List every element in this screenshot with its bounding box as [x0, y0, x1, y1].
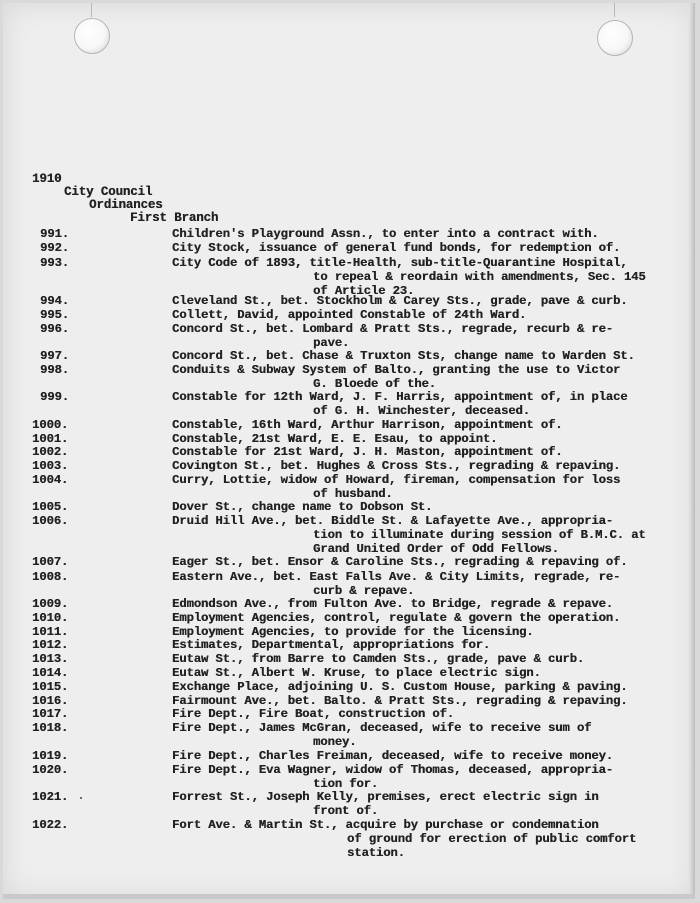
- entry-text-continuation: curb & repave.: [313, 584, 415, 598]
- entry-text: Employment Agencies, to provide for the licensing.: [172, 625, 534, 639]
- entry-text: Eutaw St., Albert W. Kruse, to place electric sign.: [172, 666, 541, 680]
- entry-text: Eager St., bet. Ensor & Caroline Sts., regrading & repaving of.: [172, 555, 628, 569]
- entry-text: Constable, 21st Ward, E. E. Esau, to appoint.: [172, 432, 498, 446]
- entry-text-continuation: of Article 23.: [313, 284, 415, 298]
- entry-number: 998.: [40, 363, 69, 377]
- entry-text: Curry, Lottie, widow of Howard, fireman, compensation for loss: [172, 473, 621, 487]
- entry-number: 994.: [40, 294, 69, 308]
- entry-number: 1018.: [32, 721, 69, 735]
- entry-text: Druid Hill Ave., bet. Biddle St. & Lafayette Ave., appropria-: [172, 514, 613, 528]
- entry-text: Conduits & Subway System of Balto., granting the use to Victor: [172, 363, 621, 377]
- entry-number: 1007.: [32, 555, 69, 569]
- entry-number: 1010.: [32, 611, 69, 625]
- entry-number: 1016.: [32, 694, 69, 708]
- entry-text: Children's Playground Assn., to enter into a contract with.: [172, 227, 599, 241]
- entry-number: 1001.: [32, 432, 69, 446]
- entry-text: Covington St., bet. Hughes & Cross Sts., regrading & repaving.: [172, 459, 621, 473]
- stray-mark: [80, 797, 82, 799]
- entry-number: 1020.: [32, 763, 69, 777]
- entry-text-continuation: money.: [313, 735, 357, 749]
- entry-text: Concord St., bet. Chase & Truxton Sts, change name to Warden St.: [172, 349, 635, 363]
- entry-text-continuation: to repeal & reordain with amendments, Sec. 145: [313, 270, 646, 284]
- entry-number: 999.: [40, 390, 69, 404]
- entry-text-continuation: pave.: [313, 336, 350, 350]
- entry-number: 1022.: [32, 818, 69, 832]
- entry-text-continuation: of G. H. Winchester, deceased.: [313, 404, 530, 418]
- entry-number: 1000.: [32, 418, 69, 432]
- entry-number: 1019.: [32, 749, 69, 763]
- entry-text-continuation: of husband.: [313, 487, 393, 501]
- entry-text: Concord St., bet. Lombard & Pratt Sts., regrade, recurb & re-: [172, 322, 613, 336]
- entry-text: Fort Ave. & Martin St., acquire by purchase or condemnation: [172, 818, 599, 832]
- entry-text: Collett, David, appointed Constable of 24th Ward.: [172, 308, 527, 322]
- entry-number: 1008.: [32, 570, 69, 584]
- entry-number: 1006.: [32, 514, 69, 528]
- entry-number: 1021.: [32, 790, 69, 804]
- entry-text: Constable for 12th Ward, J. F. Harris, appointment of, in place: [172, 390, 628, 404]
- entry-number: 991.: [40, 227, 69, 241]
- entry-text-continuation: tion for.: [313, 777, 379, 791]
- entry-number: 1002.: [32, 445, 69, 459]
- header-branch: First Branch: [130, 211, 219, 225]
- entry-number: 992.: [40, 241, 69, 255]
- entry-number: 997.: [40, 349, 69, 363]
- entry-number: 1004.: [32, 473, 69, 487]
- entry-text: Fire Dept., James McGran, deceased, wife to receive sum of: [172, 721, 592, 735]
- entry-text: Constable, 16th Ward, Arthur Harrison, appointment of.: [172, 418, 563, 432]
- entry-text: Edmondson Ave., from Fulton Ave. to Bridge, regrade & repave.: [172, 597, 613, 611]
- entry-text: Employment Agencies, control, regulate & govern the operation.: [172, 611, 621, 625]
- entry-text: Eutaw St., from Barre to Camden Sts., grade, pave & curb.: [172, 652, 585, 666]
- entry-number: 1005.: [32, 500, 69, 514]
- header-year: 1910: [32, 172, 62, 186]
- entry-number: 1017.: [32, 707, 69, 721]
- header-kind: Ordinances: [89, 198, 163, 212]
- entry-text-continuation: Grand United Order of Odd Fellows.: [313, 542, 559, 556]
- entry-number: 1011.: [32, 625, 69, 639]
- entry-text: Forrest St., Joseph Kelly, premises, erect electric sign in: [172, 790, 599, 804]
- entry-number: 995.: [40, 308, 69, 322]
- entry-text: Fire Dept., Charles Freiman, deceased, wife to receive money.: [172, 749, 613, 763]
- entry-text-continuation: of ground for erection of public comfort: [347, 832, 637, 846]
- entry-text: Eastern Ave., bet. East Falls Ave. & City Limits, regrade, re-: [172, 570, 621, 584]
- entry-text: City Stock, issuance of general fund bonds, for redemption of.: [172, 241, 621, 255]
- entry-text: Fairmount Ave., bet. Balto. & Pratt Sts., regrading & repaving.: [172, 694, 628, 708]
- header-body: City Council: [64, 185, 153, 199]
- entry-number: 1015.: [32, 680, 69, 694]
- entry-text: Estimates, Departmental, appropriations for.: [172, 638, 491, 652]
- entry-text: Fire Dept., Eva Wagner, widow of Thomas, deceased, appropria-: [172, 763, 613, 777]
- entry-text-continuation: front of.: [313, 804, 379, 818]
- entry-text-continuation: station.: [347, 846, 405, 860]
- entry-text: Cleveland St., bet. Stockholm & Carey Sts., grade, pave & curb.: [172, 294, 628, 308]
- entry-text: Exchange Place, adjoining U. S. Custom House, parking & paving.: [172, 680, 628, 694]
- entry-text: Fire Dept., Fire Boat, construction of.: [172, 707, 454, 721]
- entry-text-continuation: G. Bloede of the.: [313, 377, 436, 391]
- entry-number: 1009.: [32, 597, 69, 611]
- entry-text: Constable for 21st Ward, J. H. Maston, appointment of.: [172, 445, 563, 459]
- entry-number: 1013.: [32, 652, 69, 666]
- entry-text: City Code of 1893, title-Health, sub-title-Quarantine Hospital,: [172, 256, 628, 270]
- entry-text: Dover St., change name to Dobson St.: [172, 500, 433, 514]
- entry-number: 996.: [40, 322, 69, 336]
- entry-number: 1003.: [32, 459, 69, 473]
- entry-text-continuation: tion to illuminate during session of B.M.C. at: [313, 528, 646, 542]
- entry-number: 993.: [40, 256, 69, 270]
- entry-number: 1012.: [32, 638, 69, 652]
- entry-number: 1014.: [32, 666, 69, 680]
